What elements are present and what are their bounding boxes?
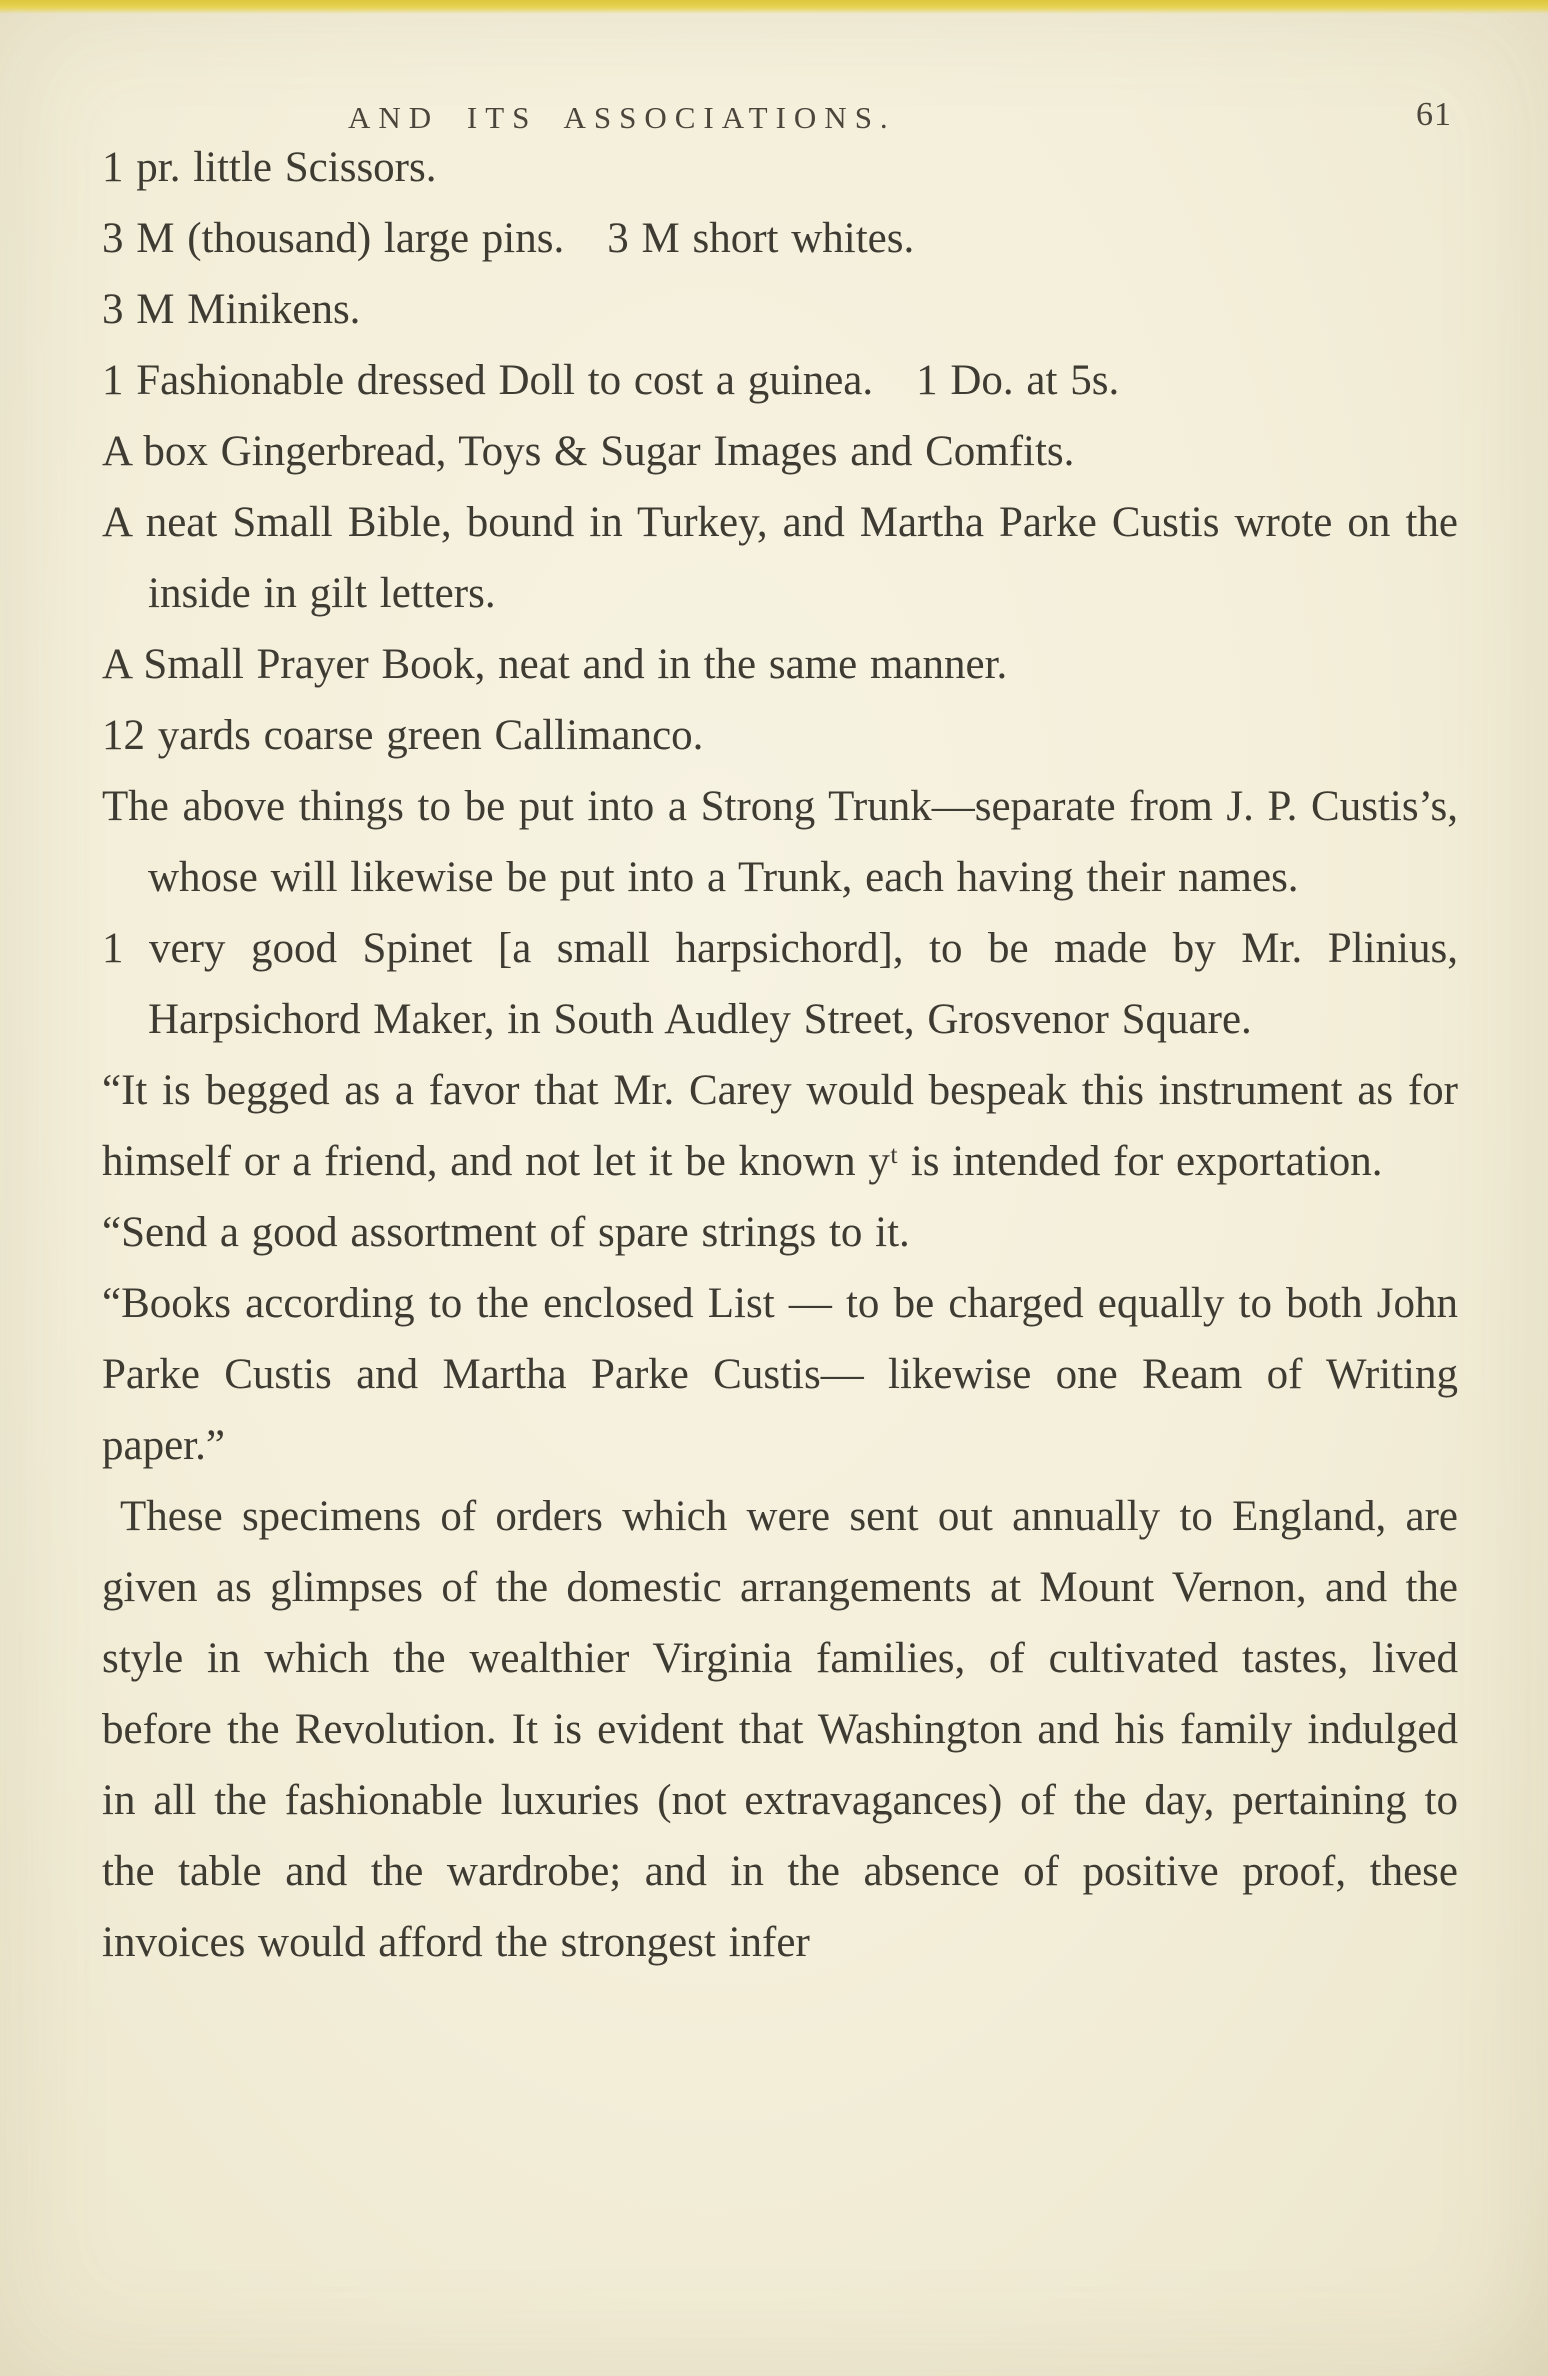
text-paragraph: A box Gingerbread, Toys & Sugar Images and Comfits. bbox=[102, 428, 1075, 475]
text-paragraph: A neat Small Bible, bound in Turkey, and Martha Parke Custis wrote on the inside in gilt letters. bbox=[102, 499, 1458, 617]
text-paragraph: “Books according to the enclosed List — to be charged equally to both John Parke Custis and Martha Parke Custis— likewise one Ream of Writing paper.” bbox=[102, 1280, 1458, 1469]
text-paragraph: The above things to be put into a Strong Trunk—separate from J. P. Custis’s, whose will likewise be put into a Trunk, each having their names. bbox=[102, 783, 1458, 901]
text-paragraph: “It is begged as a favor that Mr. Carey would bespeak this instrument as for himself or a friend, and not let it be known yᵗ is intended for exportation. bbox=[102, 1067, 1458, 1185]
running-title: AND ITS ASSOCIATIONS. bbox=[348, 100, 896, 135]
text-paragraph: 12 yards coarse green Callimanco. bbox=[102, 712, 704, 759]
text-paragraph: 1 pr. little Scissors. bbox=[102, 144, 437, 191]
text-paragraph: 3 M (thousand) large pins. 3 M short whites. bbox=[102, 215, 915, 262]
text-paragraph: 3 M Minikens. bbox=[102, 286, 361, 333]
text-paragraph: These specimens of orders which were sent out annually to England, are given as glimpses of the domestic arrangements at Mount Vernon, and the style in which the wealthier Virginia families, of cultivated tastes, lived before the Revolution. It is evident that Washington and his family indulged in all the fashionable luxuries (not extravagances) of the day, pertaining to the table and the wardrobe; and in the absence of positive proof, these invoices would afford the strongest infer bbox=[102, 1493, 1458, 1966]
page-number: 61 bbox=[1416, 96, 1452, 133]
text-paragraph: 1 Fashionable dressed Doll to cost a guinea. 1 Do. at 5s. bbox=[102, 357, 1120, 404]
text-paragraph: “Send a good assortment of spare strings to it. bbox=[102, 1209, 910, 1256]
page-body bbox=[102, 132, 1458, 1978]
text-paragraph: A Small Prayer Book, neat and in the same manner. bbox=[102, 641, 1008, 688]
page-top-edge bbox=[0, 0, 1548, 14]
text-paragraph: 1 very good Spinet [a small harpsichord], to be made by Mr. Plinius, Harpsichord Maker, in South Audley Street, Grosvenor Square. bbox=[102, 925, 1458, 1043]
